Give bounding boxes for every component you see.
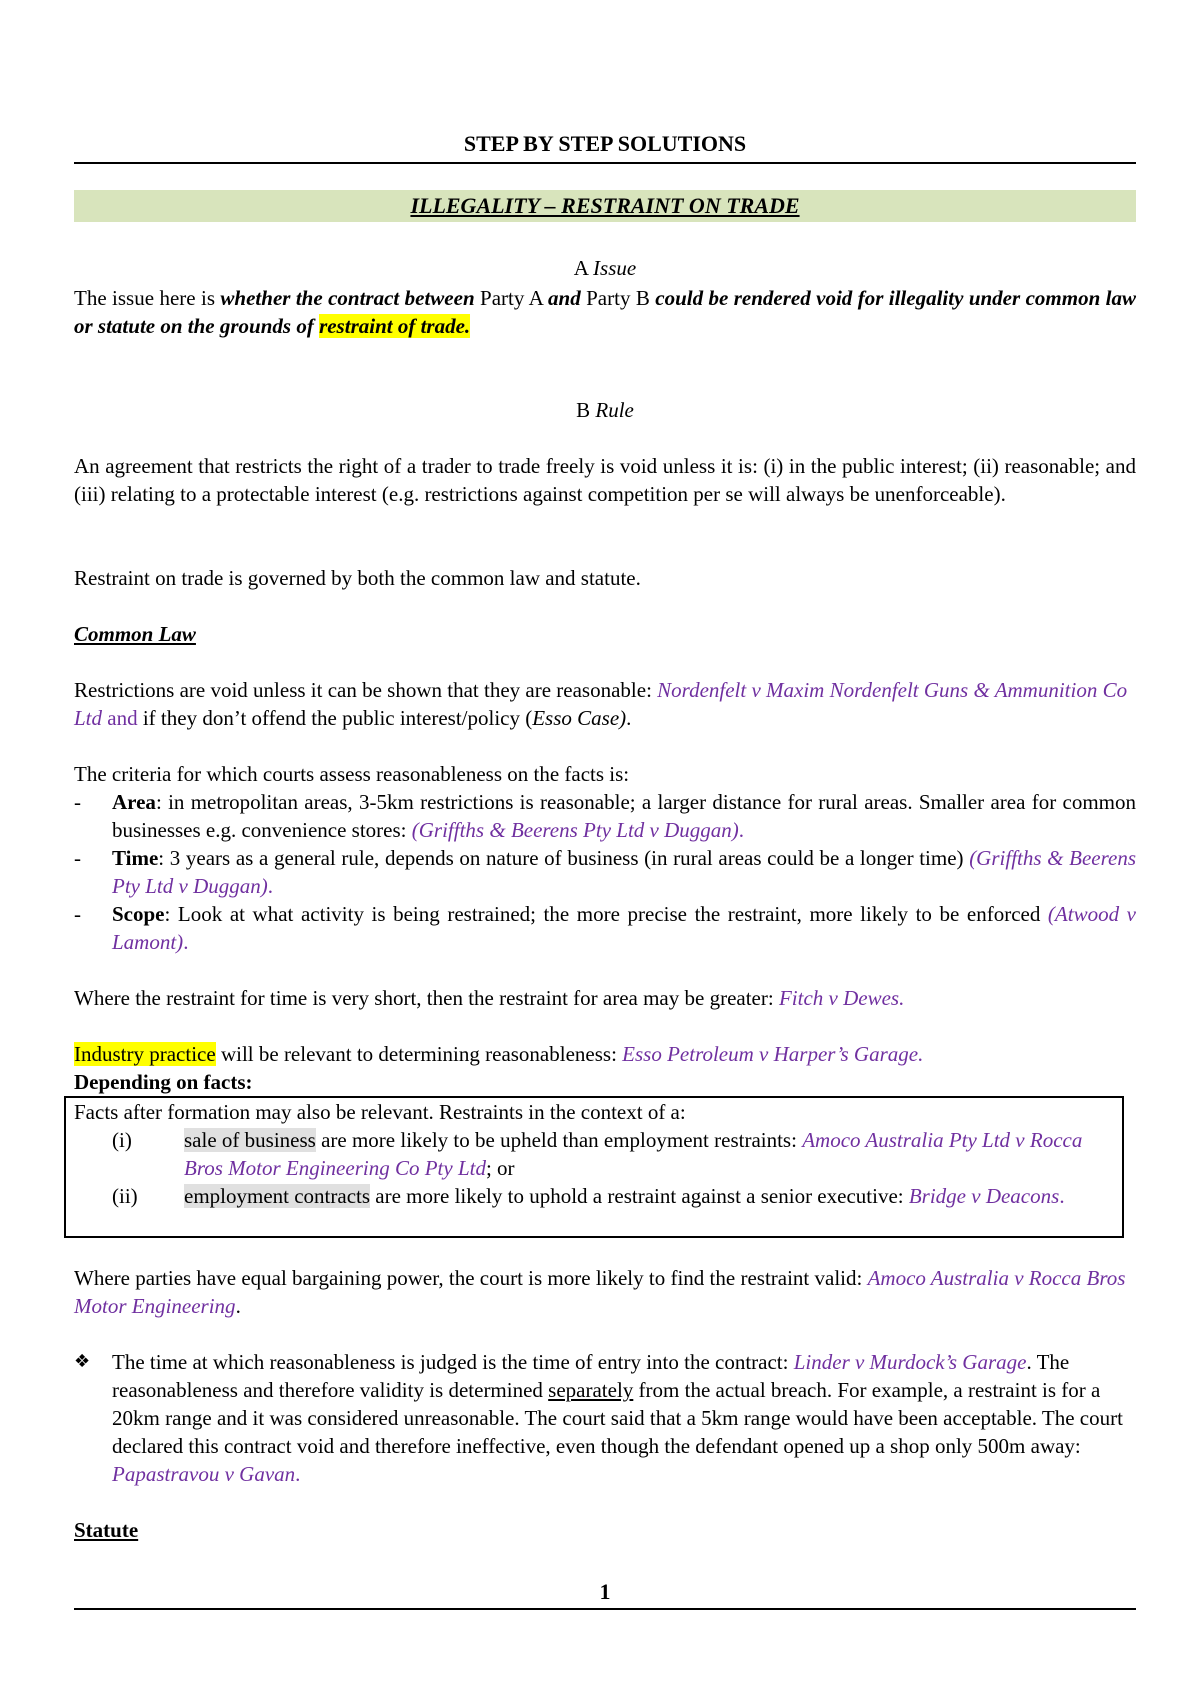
case-nordenfelt: Nordenfelt v Maxim Nordenfelt Guns & Ammunition Co Ltd (74, 678, 1128, 730)
issue-heading: A Issue (573, 256, 637, 280)
criteria-intro: The criteria for which courts assess reasonableness on the facts is: (74, 762, 630, 786)
rule-paragraph-2: Restraint on trade is governed by both the common law and statute. (74, 566, 641, 590)
facts-box (64, 1096, 1124, 1238)
highlight-restraint-of-trade: restraint of trade (319, 314, 465, 338)
box-item-employment-contracts: (ii) employment contracts are more likely to uphold a restraint against a senior executive: Bridge v Deacons. (112, 1184, 1065, 1208)
footer-rule (74, 1608, 1136, 1610)
criteria-time: - Time: 3 years as a general rule, depends on nature of business (in rural areas could be a longer time) (Griffths & Beerens Pty Ltd v Duggan). (74, 846, 1137, 898)
criteria-scope: - Scope: Look at what activity is being restrained; the more precise the restraint, more likely to be enforced (Atwood v Lamont). (74, 902, 1136, 954)
box-item-sale-of-business: (i) sale of business are more likely to be upheld than employment restraints: Amoco Australia Pty Ltd v Rocca Bros Motor Engineering Co Pty Ltd; or (112, 1128, 1083, 1180)
issue-paragraph: The issue here is whether the contract between Party A and Party B could be rendered void for illegality under common law or statute on the grounds of restraint of trade. (74, 286, 1136, 338)
rule-heading: B Rule (576, 398, 634, 422)
common-law-heading: Common Law (74, 622, 196, 646)
criteria-list (74, 788, 1136, 956)
page-number: 1 (599, 1579, 611, 1604)
highlight-industry-practice: Industry practice (74, 1042, 216, 1066)
depending-on-facts: Depending on facts: (74, 1070, 253, 1094)
restrictions-paragraph: Restrictions are void unless it can be shown that they are reasonable: Nordenfelt v Maxim Nordenfelt Guns & Ammunition Co Ltd and if they don’t offend the public interest/policy (Esso Case). (74, 678, 1128, 730)
section-banner (74, 190, 1136, 222)
rule-paragraph-1: An agreement that restricts the right of a trader to trade freely is void unless it is: (i) in the public interest; (ii) reasonable; and (iii) relating to a protectable interest (e.g. restrictions against competition per se will always be unenforceable). (74, 454, 1136, 506)
document-title: STEP BY STEP SOLUTIONS (463, 131, 747, 156)
banner-text: ILLEGALITY – RESTRAINT ON TRADE (410, 193, 800, 218)
equal-bargaining-paragraph: Where parties have equal bargaining power, the court is more likely to find the restraint valid: Amoco Australia v Rocca Bros Motor Engineering. (74, 1266, 1126, 1318)
case-esso: Esso Case) (532, 706, 627, 730)
short-restraint-paragraph: Where the restraint for time is very short, then the restraint for area may be greater: Fitch v Dewes. (74, 986, 905, 1010)
time-judged-bullet: ❖ The time at which reasonableness is judged is the time of entry into the contract: Linder v Murdock’s Garage. The reasonableness and therefore validity is determined separately from the actual breach. For example, a restraint is for a 20km range and it was considered unreasonable. The court said that a 5km range would have been acceptable. The court declared this contract void and therefore ineffective, even though the defendant opened up a shop only 500m away: Papastravou v Gavan. (74, 1350, 1123, 1486)
title-rule (74, 162, 1136, 164)
statute-heading: Statute (74, 1518, 139, 1542)
criteria-area: - Area: in metropolitan areas, 3-5km restrictions is reasonable; a larger distance for rural areas. Smaller area for common businesses e.g. convenience stores: (Griffths & Beerens Pty Ltd v Duggan). (74, 790, 1136, 842)
diamond-bullet-icon: ❖ (74, 1351, 91, 1372)
box-intro: Facts after formation may also be relevant. Restraints in the context of a: (74, 1100, 686, 1124)
industry-practice-paragraph: Industry practice will be relevant to determining reasonableness: Esso Petroleum v Harper’s Garage. (74, 1042, 924, 1066)
